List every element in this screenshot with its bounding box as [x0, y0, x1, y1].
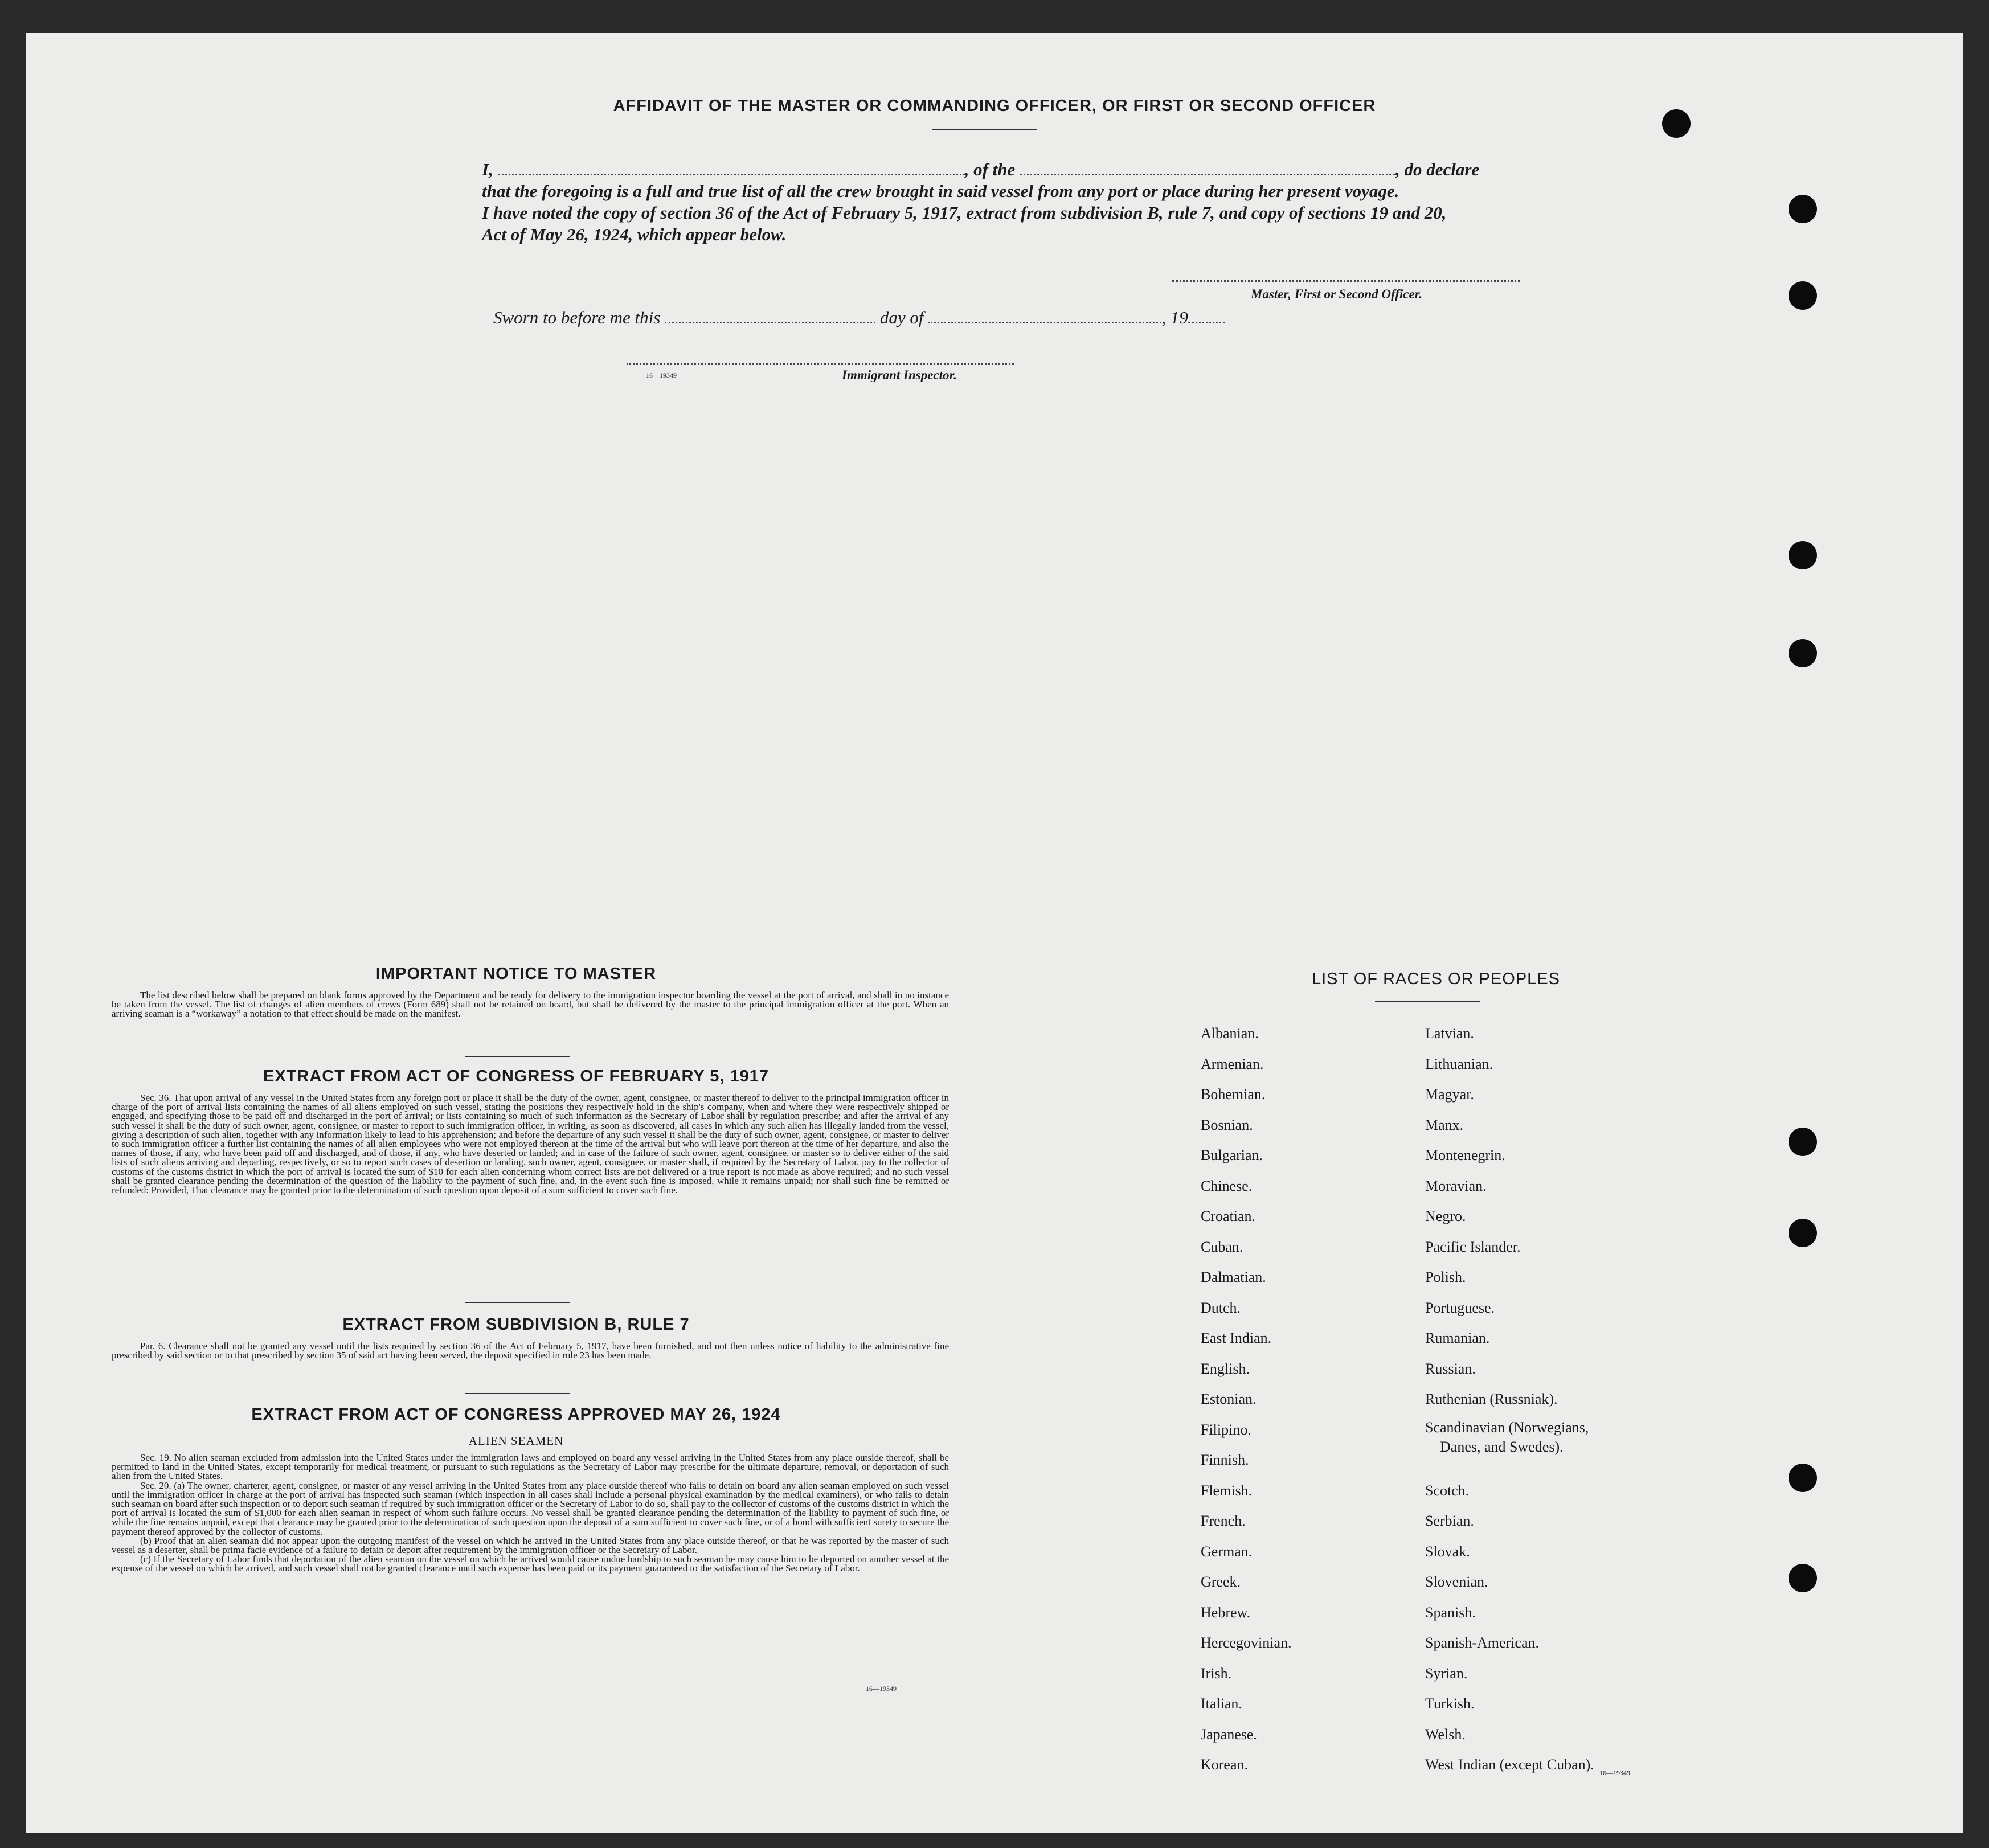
punch-hole — [1789, 1128, 1817, 1156]
race-item: Ruthenian (Russniak). — [1425, 1391, 1558, 1407]
race-item: Finnish. — [1201, 1452, 1249, 1468]
race-item: Spanish. — [1425, 1604, 1476, 1621]
race-item: Danes, and Swedes). — [1440, 1438, 1564, 1455]
act-1924-divider — [465, 1393, 570, 1394]
race-item: Lithuanian. — [1425, 1055, 1493, 1072]
race-item: Montenegrin. — [1425, 1147, 1505, 1163]
declaration-end: , do declare — [1395, 159, 1480, 179]
race-item: Slovak. — [1425, 1543, 1470, 1560]
race-item: Croatian. — [1201, 1208, 1256, 1224]
title-divider — [932, 129, 1037, 130]
race-item: Japanese. — [1201, 1726, 1257, 1743]
affidavit-title: AFFIDAVIT OF THE MASTER OR COMMANDING OFFICER, OR FIRST OR SECOND OFFICER — [613, 97, 1376, 115]
extract-rule7-text: Par. 6. Clearance shall not be granted any vessel until the lists required by section 36 of the Act of February 5, 1917, have been furnished, and not then unless notice of liability to the administrative fine prescribed by said section or to that prescribed by section 35 of said act having been served, the deposit specified in rule 23 has been made. — [112, 1341, 949, 1361]
declaration-line-1 — [482, 159, 1547, 180]
race-item: Flemish. — [1201, 1482, 1253, 1499]
race-item: Filipino. — [1201, 1421, 1251, 1438]
punch-hole — [1789, 195, 1817, 223]
race-item: Welsh. — [1425, 1726, 1466, 1743]
race-item: German. — [1201, 1543, 1253, 1560]
name-blank[interactable] — [498, 170, 965, 175]
section-20b-paragraph: (b) Proof that an alien seaman did not appear upon the outgoing manifest of the vessel on which he arrived in the United States from any place outside thereof, or that he was reported by the master of such vessel as a deserter, shall be prima facie evidence of a failure to detain or deport after requirement by the immigration officer or the Secretary of Labor. — [112, 1535, 949, 1556]
race-item: Scandinavian (Norwegians, — [1425, 1419, 1589, 1436]
inspector-signature-line[interactable] — [627, 363, 1014, 365]
race-item: Albanian. — [1201, 1025, 1259, 1042]
race-item: Syrian. — [1425, 1665, 1468, 1682]
declaration-of: , of the — [964, 159, 1016, 179]
sworn-month-blank[interactable] — [928, 318, 1161, 323]
inspector-label: Immigrant Inspector. — [842, 368, 957, 382]
punch-hole — [1789, 1564, 1817, 1592]
race-item: Korean. — [1201, 1756, 1249, 1773]
punch-hole — [1662, 109, 1691, 138]
sworn-day-of: day of — [879, 308, 924, 327]
extract-1924-title: EXTRACT FROM ACT OF CONGRESS APPROVED MAY 26, 1924 — [251, 1406, 781, 1424]
punch-hole — [1789, 1219, 1817, 1247]
declaration-line-4: Act of May 26, 1924, which appear below. — [482, 224, 787, 244]
vessel-blank[interactable] — [1020, 170, 1395, 175]
sworn-day-blank[interactable] — [665, 318, 875, 323]
races-left-column — [1201, 1018, 1292, 1780]
race-item: Dutch. — [1201, 1299, 1241, 1316]
sworn-year: , 19 — [1161, 308, 1188, 327]
race-item: Turkish. — [1425, 1695, 1475, 1712]
race-item: Negro. — [1425, 1208, 1466, 1224]
extract-rule7-title: EXTRACT FROM SUBDIVISION B, RULE 7 — [342, 1316, 690, 1334]
race-item: East Indian. — [1201, 1330, 1272, 1346]
race-item: Portuguese. — [1425, 1299, 1495, 1316]
race-item: Greek. — [1201, 1574, 1241, 1590]
race-item: Spanish-American. — [1425, 1634, 1540, 1651]
race-item: French. — [1201, 1513, 1246, 1529]
race-item: Estonian. — [1201, 1391, 1257, 1407]
race-item: Chinese. — [1201, 1177, 1253, 1194]
races-divider — [1375, 1001, 1480, 1002]
race-item: Polish. — [1425, 1269, 1466, 1285]
race-item: Russian. — [1425, 1360, 1476, 1377]
document-page — [26, 33, 1963, 1833]
sworn-line — [493, 308, 1558, 328]
race-item: Bosnian. — [1201, 1116, 1253, 1133]
race-item: Rumanian. — [1425, 1330, 1490, 1346]
race-item: Hebrew. — [1201, 1604, 1251, 1621]
extract-1917-title: EXTRACT FROM ACT OF CONGRESS OF FEBRUARY 5, 1917 — [263, 1067, 770, 1085]
sworn-year-blank[interactable] — [1188, 318, 1225, 323]
extract-1917-text: Sec. 36. That upon arrival of any vessel in the United States from any foreign port or place it shall be the duty of the owner, agent, consignee, or master thereof to deliver to the principal immigration officer in charge of the port of arrival lists containing the names of all aliens employed on such vessel, stating the positions they respectively hold in the ship's company, when and where they were respectively shipped or engaged, and specifying those to be paid off and discharged in the port of arrival; or lists containing so much of such information as the Secretary of Labor shall by regulation prescribe; and after the arrival of any such vessel it shall be the duty of such owner, agent, consignee, or master to report to such immigration officer, in writing, as soon as discovered, all cases in which any such alien has illegally landed from the vessel, giving a description of such alien, together with any information likely to lead to his apprehension; and before the departure of any such vessel it shall be the duty of such owner, agent, consignee, or master to deliver to such immigration officer a further list containing the names of all alien employees who were not employed thereon at the time of the arrival but who will leave port thereon at the time of her departure, and also the names of those, if any, who have been paid off and discharged, and of those, if any, who have deserted or landed; and in case of the failure of such owner, agent, consignee, or master so to deliver either of the said lists of such aliens arriving and departing, respectively, or so to report such cases of desertion or landing, such owner, agent, consignee, or master shall, if required by the Secretary of Labor, pay to the collector of customs of the customs district in which the port of arrival is located the sum of $10 for each alien concerning whom correct lists are not delivered or a true report is not made as above required; and no such vessel shall be granted clearance pending the determination of the question of the liability to the payment of such fine, and, in the event such fine is imposed, while it remains unpaid; nor shall such fine be remitted or refunded: Provided, That clearance may be granted prior to the determination of such question upon deposit of a sum sufficient to cover such fine. — [112, 1092, 949, 1196]
declaration-line-2: that the foregoing is a full and true list of all the crew brought in said vessel from any port or place during her present voyage. — [482, 181, 1399, 201]
race-item: Pacific Islander. — [1425, 1238, 1521, 1255]
races-right-column — [1425, 1018, 1594, 1780]
section-20c-paragraph: (c) If the Secretary of Labor finds that deportation of the alien seaman on the vessel on which he arrived would cause undue hardship to such seaman he may cause him to be deported on another vessel at the expense of the vessel on which he arrived, and such vessel shall not be granted clearance until such expense has been paid or its payment guaranteed to the satisfaction of the Secretary of Labor. — [112, 1554, 949, 1574]
race-item: Italian. — [1201, 1695, 1242, 1712]
race-item: Armenian. — [1201, 1055, 1264, 1072]
race-item: Scotch. — [1425, 1482, 1470, 1499]
extract-1924-text — [112, 1453, 949, 1574]
race-item: West Indian (except Cuban). — [1425, 1756, 1594, 1773]
section-20a-paragraph: Sec. 20. (a) The owner, charterer, agent, consignee, or master of any vessel arriving in the United States from any place outside thereof who fails to detain on board any alien seaman employed on such vessel until the immigration officer in charge at the port of arrival has inspected such seaman (which inspection in all cases shall include a personal physical examination by the medical examiners), or who fails to detain such seaman on board after such inspection or to deport such seaman if required by such immigration officer or the Secretary of Labor to do so, shall pay to the collector of customs of the customs district in which the port of arrival is located the sum of $1,000 for each alien seaman in respect of whom such failure occurs. No vessel shall be granted clearance pending the determination of the liability to payment of such fine, or while the fine remains unpaid, except that clearance may be granted prior to the determination of such question upon the deposit of a sum sufficient to cover such fine, or of a bond with sufficient surety to secure the payment thereof approved by the collector of customs. — [112, 1480, 949, 1537]
form-number-bottom-right: 16—19349 — [1599, 1769, 1630, 1777]
race-item: Hercegovinian. — [1201, 1634, 1292, 1651]
race-item: Bohemian. — [1201, 1086, 1266, 1103]
punch-hole — [1789, 541, 1817, 569]
race-item: Cuban. — [1201, 1238, 1243, 1255]
punch-hole — [1789, 1464, 1817, 1492]
form-number-bottom-left: 16—19349 — [866, 1685, 897, 1693]
races-title: LIST OF RACES OR PEOPLES — [1311, 970, 1561, 988]
notice-title: IMPORTANT NOTICE TO MASTER — [375, 965, 657, 983]
declaration-line-3: I have noted the copy of section 36 of the Act of February 5, 1917, extract from subdivision B, rule 7, and copy of sections 19 and 20, — [482, 203, 1447, 223]
race-item: Dalmatian. — [1201, 1269, 1266, 1285]
form-number-top: 16—19349 — [646, 371, 677, 379]
race-item: Moravian. — [1425, 1177, 1487, 1194]
alien-seamen-subtitle: ALIEN SEAMEN — [468, 1434, 564, 1448]
notice-text: The list described below shall be prepared on blank forms approved by the Department and be ready for delivery to the immigration inspector boarding the vessel at the port of arrival, and shall in no instance be taken from the vessel. The list of changes of alien members of crews (Form 689) shall not be retained on board, but shall be delivered by the master to the principal immigration officer at the port. When an arriving seaman is a “workaway” a notation to that effect should be made on the manifest. — [112, 990, 949, 1019]
race-item: Slovenian. — [1425, 1574, 1488, 1590]
master-signature-line[interactable] — [1172, 280, 1520, 282]
race-item: Manx. — [1425, 1116, 1464, 1133]
punch-hole — [1789, 639, 1817, 667]
race-item: Magyar. — [1425, 1086, 1474, 1103]
race-item: Serbian. — [1425, 1513, 1474, 1529]
notice-divider — [465, 1056, 570, 1057]
race-item: Irish. — [1201, 1665, 1232, 1682]
rule7-divider — [465, 1302, 570, 1303]
race-item: English. — [1201, 1360, 1250, 1377]
race-item: Bulgarian. — [1201, 1147, 1263, 1163]
master-signature-label: Master, First or Second Officer. — [1251, 287, 1423, 301]
race-item: Latvian. — [1425, 1025, 1474, 1042]
sworn-text: Sworn to before me this — [493, 308, 661, 327]
punch-hole — [1789, 281, 1817, 310]
section-19-paragraph: Sec. 19. No alien seaman excluded from admission into the United States under the immigration laws and employed on board any vessel arriving in the United States from any place outside thereof, shall be permitted to land in the United States, except temporarily for medical treatment, or pursuant to such regulations as the Secretary of Labor may prescribe for the ultimate departure, removal, or deportation of such alien from the United States. — [112, 1452, 949, 1482]
declaration-start: I, — [482, 159, 493, 179]
